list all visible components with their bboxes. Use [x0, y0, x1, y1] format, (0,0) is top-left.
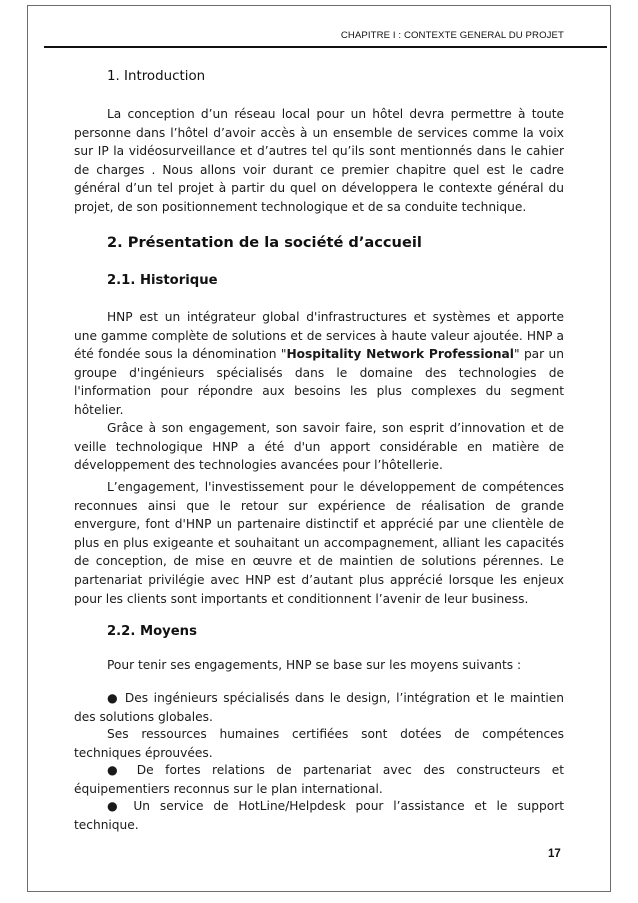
heading-introduction: 1. Introduction [107, 69, 206, 84]
paragraph-moyens-intro: Pour tenir ses engagements, HNP se base sur les moyens suivants : [107, 658, 522, 672]
heading-historique: 2.1. Historique [107, 273, 218, 288]
historique-text-a: HNP est un intégrateur global d'infrastructures et systèmes et apporte une gamme complète de solutions et de services à haute valeur ajoutée. HNP a été fondée sous la dénomination " [74, 310, 564, 362]
heading-moyens: 2.2. Moyens [107, 624, 197, 639]
moyens-bullet-engineers: ● Des ingénieurs spécialisés dans le design, l’intégration et le maintien des solutions globales. [74, 691, 564, 724]
paragraph-historique-3: L’engagement, l'investissement pour le développement de compétences reconnues ainsi que le retour sur expérience de réalisation de grande envergure, font d'HNP un partenaire distinctif et apprécié par une clientèle de plus en plus exigeante et souhaitant un accompagnement, alliant les capacités de conception, de mise en œuvre et de maintien de solutions pérennes. Le partenariat privilégie avec HNP est d’autant plus apprécié lorsque les enjeux pour les clients sont importants et conditionnent l’avenir de leur business. [74, 480, 564, 606]
moyens-human-resources: Ses ressources humaines certifiées sont dotées de compétences techniques éprouvées. [74, 727, 564, 760]
chapter-header: CHAPITRE I : CONTEXTE GENERAL DU PROJET [340, 30, 564, 41]
company-full-name: Hospitality Network Professional [286, 347, 514, 362]
heading-presentation: 2. Présentation de la société d’accueil [107, 234, 422, 251]
paragraph-historique-1 [74, 308, 564, 420]
page-number: 17 [548, 848, 561, 860]
moyens-bullet-partnerships: ● De fortes relations de partenariat avec des constructeurs et équipementiers reconnus sur le plan international. [74, 763, 564, 796]
header-rule [44, 46, 607, 48]
paragraph-historique-2: Grâce à son engagement, son savoir faire, son esprit d’innovation et de veille technologique HNP a été d'un apport considérable en matière de développement des technologies avancées pour l’hôtellerie. [74, 421, 564, 473]
paragraph-introduction: La conception d’un réseau local pour un hôtel devra permettre à toute personne dans l’hôtel d’avoir accès à un ensemble de services comme la voix sur IP la vidéosurveillance et d’autres tel qu’ils sont mentionnés dans le cahier de charges . Nous allons voir durant ce premier chapitre quel est le cadre général d’un tel projet à partir du quel on développera le contexte général du projet, de son positionnement technologique et de sa conduite technique. [74, 107, 564, 214]
historique-text-b: " par un groupe d'ingénieurs spécialisés dans le domaine des technologies de l'information pour répondre aux besoins les plus complexes du segment hôtelier. [74, 347, 564, 417]
moyens-bullet-hotline: ● Un service de HotLine/Helpdesk pour l’assistance et le support technique. [74, 799, 564, 832]
